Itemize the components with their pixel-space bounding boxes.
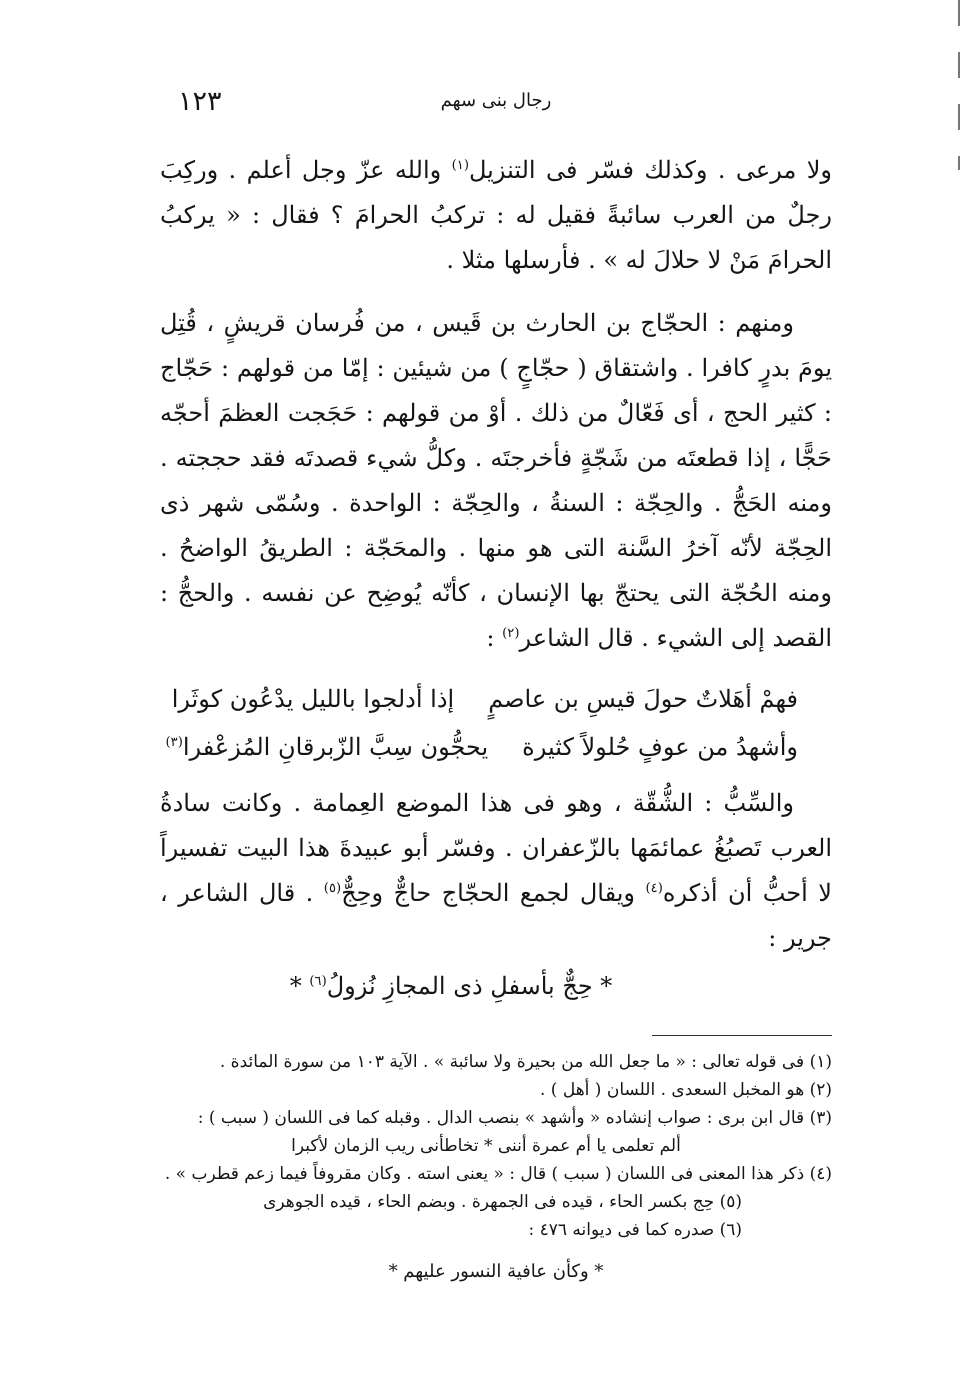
footnote-5: (٥) حِج بكسر الحاء ، قيده فى الجمهرة . وبضم الحاء ، قيده الجوهرى xyxy=(263,1192,742,1212)
poetic-quotation xyxy=(160,961,742,1011)
paragraph-3-text: والسِّبُّ : الشُّقّة ، وهو فى هذا الموضع العِمامة . وكانت سادةُ العرب تَصبُغُ عمائمَها بالزّعفران . وفسّر أبو عبيدةَ هذا البيت تفسيراً لا أحبُّ أن أذكره xyxy=(160,789,832,907)
verse-line-1 xyxy=(171,675,798,723)
footnote-marker-5: (٥) xyxy=(323,881,342,896)
footnote-rule xyxy=(652,1035,832,1036)
main-text xyxy=(160,148,832,1011)
paragraph-1 xyxy=(160,148,832,283)
verse-1-second-hemistich: إذا أدلجوا بالليل يدْعُون كوثَرا xyxy=(171,685,455,713)
verse-1-first-hemistich: فهمْ أهَلاتٌ حولَ قيسِ بن عاصمٍ xyxy=(488,685,798,713)
verse-2-second-hemistich xyxy=(165,723,488,771)
footnote-marker-4: (٤) xyxy=(645,881,663,896)
quotation-end-star: * xyxy=(289,972,302,1000)
page-number: ١٢٣ xyxy=(178,86,222,117)
verse-2-second-text: يحجُّون سِبَّ الزّبرقانِ المُزعْفرا xyxy=(182,733,489,761)
running-title: رجال بنى سهم xyxy=(440,90,552,111)
book-page xyxy=(160,78,832,1338)
footnote-poem-line: ألم تعلمى يا أم عمرة أننى * تخاطأنى ريب الزمان لأكبرا xyxy=(291,1136,681,1156)
footnote-marker-1: (١) xyxy=(451,158,469,173)
footnote-2: (٢) هو المخبل السعدى . اللسان ( أهل ) . xyxy=(540,1080,832,1100)
footnote-4: (٤) ذكر هذا المعنى فى اللسان ( سبب ) قال : « يعنى استه . وكان مقروفاً فيما زعم قطرب » . xyxy=(164,1164,832,1184)
verse-block xyxy=(160,675,832,771)
footnote-marker-2: (٢) xyxy=(502,626,520,641)
paragraph-3-text-after-2: . قال الشاعر ، جرير : xyxy=(160,879,832,952)
quotation-text: * حِجٌّ بأسفلِ ذى المجازِ نُزولُ xyxy=(326,972,613,1000)
footnote-6: (٦) صدره كما فى ديوانه ٤٧٦ : xyxy=(528,1220,742,1240)
footnotes xyxy=(160,1048,832,1286)
paragraph-2 xyxy=(160,301,832,661)
page-edge-marks xyxy=(958,0,960,170)
footnote-1: (١) فى قوله تعالى : « ما جعل الله من بحيرة ولا سائبة » . الآية ١٠٣ من سورة المائدة . xyxy=(219,1052,832,1072)
paragraph-3-text-after: ويقال لجمع الحجّاج حاجٌّ وحِجٌّ xyxy=(341,879,636,907)
footnote-marker-3: (٣) xyxy=(165,735,183,750)
paragraph-2-text: ومنهم : الحجّاج بن الحارث بن قَيس ، من فُرسان قريشٍ ، قُتِل يومَ بدرٍ كافرا . واشتقاق ( حجّاجٍ ) من شيئين : إمّا من قولهم : حَجّاج : كثير الحج ، أى فَعّالٌ من ذلك . أوْ من قولهم : حَجَجت العظمَ أحجّه حَجًّا ، إذا قطعتَه من شَجّةٍ فأخرجتَه . وكلُّ شيء قصدتَه فقد حججته . ومنه الحَجُّ . والحِجّة : السنةُ ، والحِجّة : الواحدة . وسُمّى شهر ذى الحِجّة لأنّه آخرُ السَّنة التى هو منها . والمحَجّة : الطريقُ الواضحُ . ومنه الحُجّة التى يحتجّ بها الإنسان ، كأنّه يُوضِح عن نفسه . والحجُّ : القصد إلى الشيء . قال الشاعر xyxy=(160,309,832,652)
verse-line-2 xyxy=(165,723,798,771)
paragraph-2-text-after: : xyxy=(486,624,495,652)
paragraph-3 xyxy=(160,781,832,961)
page-header xyxy=(160,78,832,132)
paragraph-1-text: ولا مرعى . وكذلك فسّر فى التنزيل xyxy=(469,156,832,184)
footnote-3: (٣) قال ابن برى : صواب إنشاده « وأشهد » بنصب الدال . وقبله كما فى اللسان ( سبب ) : xyxy=(197,1108,832,1128)
closing-verse: * وكأن عافية النسور عليهم * xyxy=(388,1261,604,1282)
footnote-marker-6: (٦) xyxy=(309,974,327,989)
paragraph-1-text-after: والله عزّ وجل أعلم . وركِبَ رجلٌ من العرب سائبةً فقيل له : تركبُ الحرامَ ؟ فقال : « يركبُ الحرامَ مَنْ لا حلالَ له » . فأرسلها مثلا . xyxy=(160,156,832,274)
verse-2-first-hemistich: وأشهدُ من عوفٍ حُلولاً كثيرة xyxy=(522,733,798,761)
paragraph-gap xyxy=(160,283,832,301)
